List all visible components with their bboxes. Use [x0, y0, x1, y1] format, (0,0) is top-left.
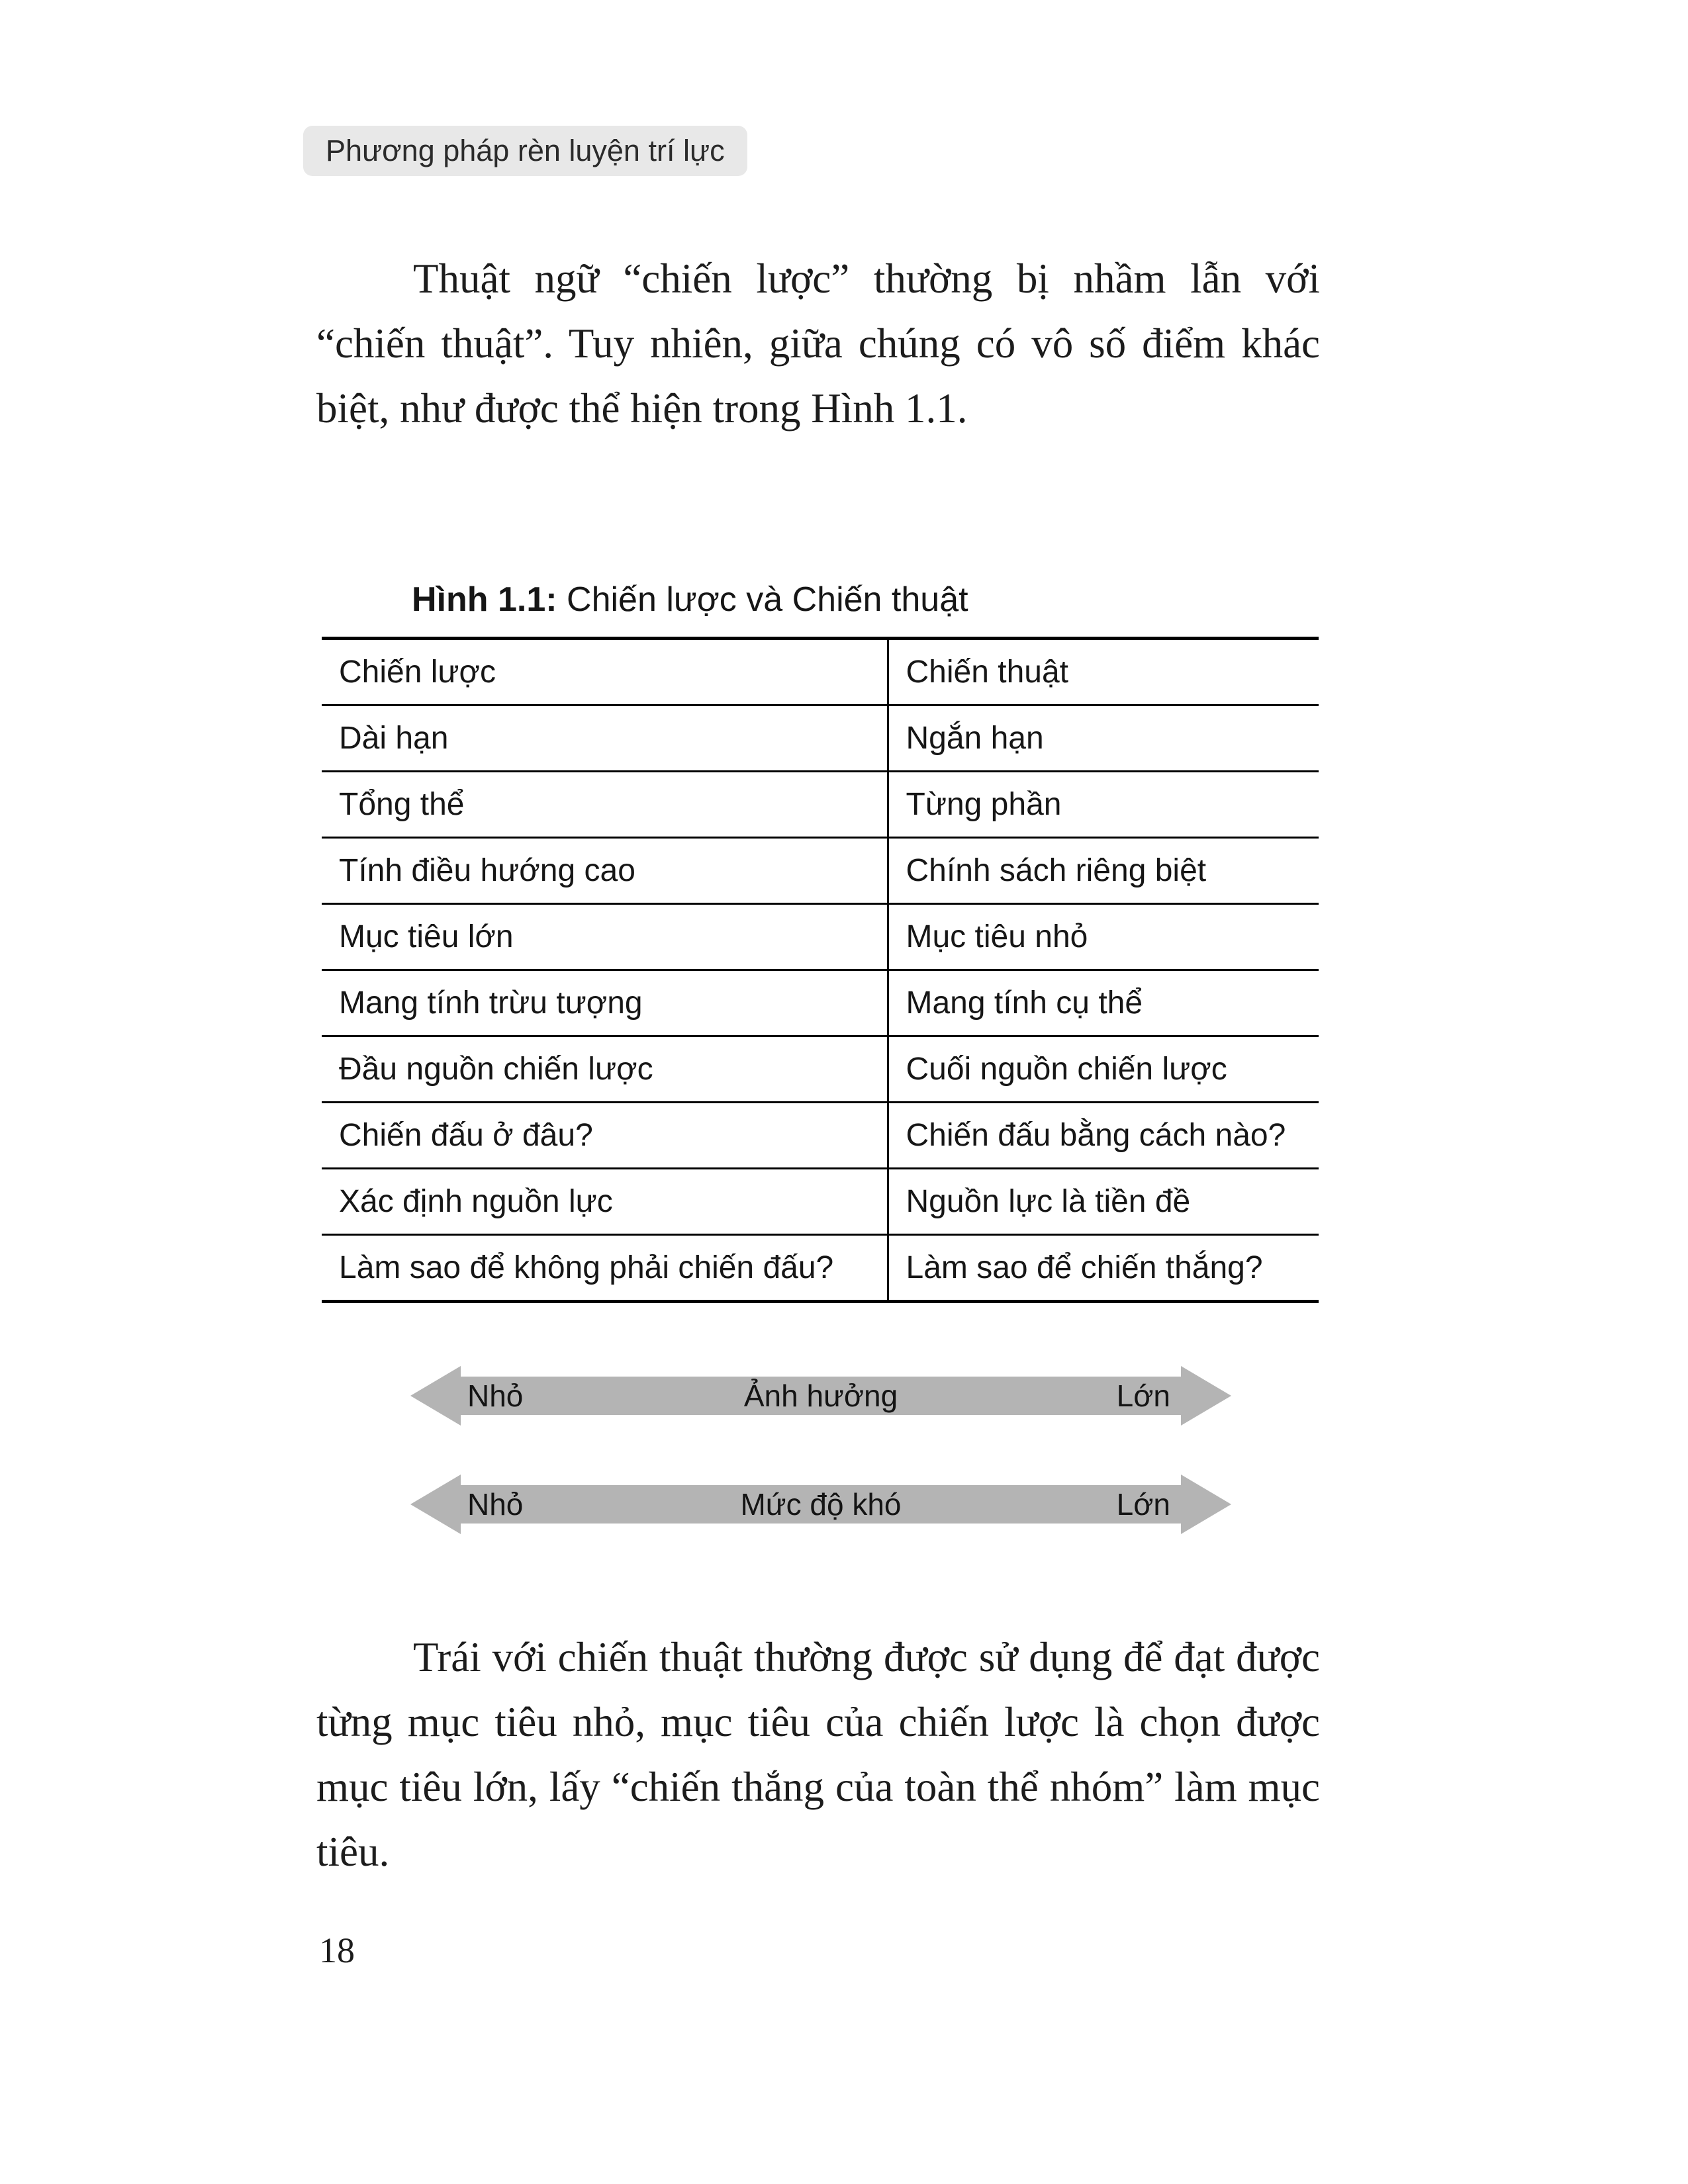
- table-cell: Chính sách riêng biệt: [888, 838, 1319, 904]
- table-cell: Nguồn lực là tiền đề: [888, 1169, 1319, 1235]
- arrow-bar: [461, 1485, 1181, 1524]
- table-cell: Tổng thể: [322, 772, 888, 838]
- table-row: [322, 970, 1319, 1036]
- table-cell: Mang tính cụ thể: [888, 970, 1319, 1036]
- arrow-left-head-icon: [410, 1475, 461, 1534]
- table-cell: Dài hạn: [322, 705, 888, 772]
- table-row: [322, 1036, 1319, 1103]
- table-cell: Xác định nguồn lực: [322, 1169, 888, 1235]
- arrow-left-label: Nhỏ: [467, 1487, 524, 1522]
- table-cell: Chiến đấu ở đâu?: [322, 1103, 888, 1169]
- figure-caption: [412, 580, 968, 619]
- table-row: [322, 1235, 1319, 1302]
- table-cell: Chiến đấu bằng cách nào?: [888, 1103, 1319, 1169]
- figure-caption-title: Chiến lược và Chiến thuật: [557, 580, 968, 619]
- table-cell: Chiến thuật: [888, 639, 1319, 705]
- table-cell: Tính điều hướng cao: [322, 838, 888, 904]
- running-header-text: Phương pháp rèn luyện trí lực: [326, 134, 725, 167]
- difficulty-scale-arrow: [410, 1475, 1231, 1534]
- arrow-right-label: Lớn: [1116, 1379, 1170, 1413]
- running-header: [303, 126, 747, 176]
- arrow-right-head-icon: [1181, 1366, 1231, 1426]
- table-cell: Mang tính trừu tượng: [322, 970, 888, 1036]
- table-cell: Cuối nguồn chiến lược: [888, 1036, 1319, 1103]
- table-cell: Ngắn hạn: [888, 705, 1319, 772]
- arrow-right-head-icon: [1181, 1475, 1231, 1534]
- arrow-left-label: Nhỏ: [467, 1379, 524, 1413]
- table-row: [322, 1169, 1319, 1235]
- table-row: [322, 639, 1319, 705]
- page-number: 18: [319, 1931, 355, 1970]
- table-cell: Mục tiêu lớn: [322, 904, 888, 970]
- table-cell: Làm sao để chiến thắng?: [888, 1235, 1319, 1302]
- table-row: [322, 772, 1319, 838]
- table-row: [322, 838, 1319, 904]
- table-row: [322, 904, 1319, 970]
- arrow-bar: [461, 1377, 1181, 1415]
- arrow-center-label: Mức độ khó: [740, 1487, 902, 1522]
- table-cell: Từng phần: [888, 772, 1319, 838]
- arrow-center-label: Ảnh hưởng: [743, 1379, 898, 1413]
- figure-caption-label: Hình 1.1:: [412, 580, 557, 619]
- table-row: [322, 1103, 1319, 1169]
- table-row: [322, 705, 1319, 772]
- table-cell: Mục tiêu nhỏ: [888, 904, 1319, 970]
- arrow-right-label: Lớn: [1116, 1487, 1170, 1522]
- closing-paragraph: Trái với chiến thuật thường được sử dụng để đạt được từng mục tiêu nhỏ, mục tiêu của chiến lược là chọn được mục tiêu lớn, lấy “chiến thắng của toàn thể nhóm” làm mục tiêu.: [316, 1634, 1320, 1875]
- table-cell: Đầu nguồn chiến lược: [322, 1036, 888, 1103]
- comparison-table: [322, 637, 1319, 1303]
- table-cell: Chiến lược: [322, 639, 888, 705]
- intro-paragraph: Thuật ngữ “chiến lược” thường bị nhầm lẫn với “chiến thuật”. Tuy nhiên, giữa chúng có vô số điểm khác biệt, như được thể hiện trong Hình 1.1.: [316, 255, 1320, 432]
- table-cell: Làm sao để không phải chiến đấu?: [322, 1235, 888, 1302]
- comparison-table-body: [322, 639, 1319, 1302]
- influence-scale-arrow: [410, 1366, 1231, 1426]
- arrow-left-head-icon: [410, 1366, 461, 1426]
